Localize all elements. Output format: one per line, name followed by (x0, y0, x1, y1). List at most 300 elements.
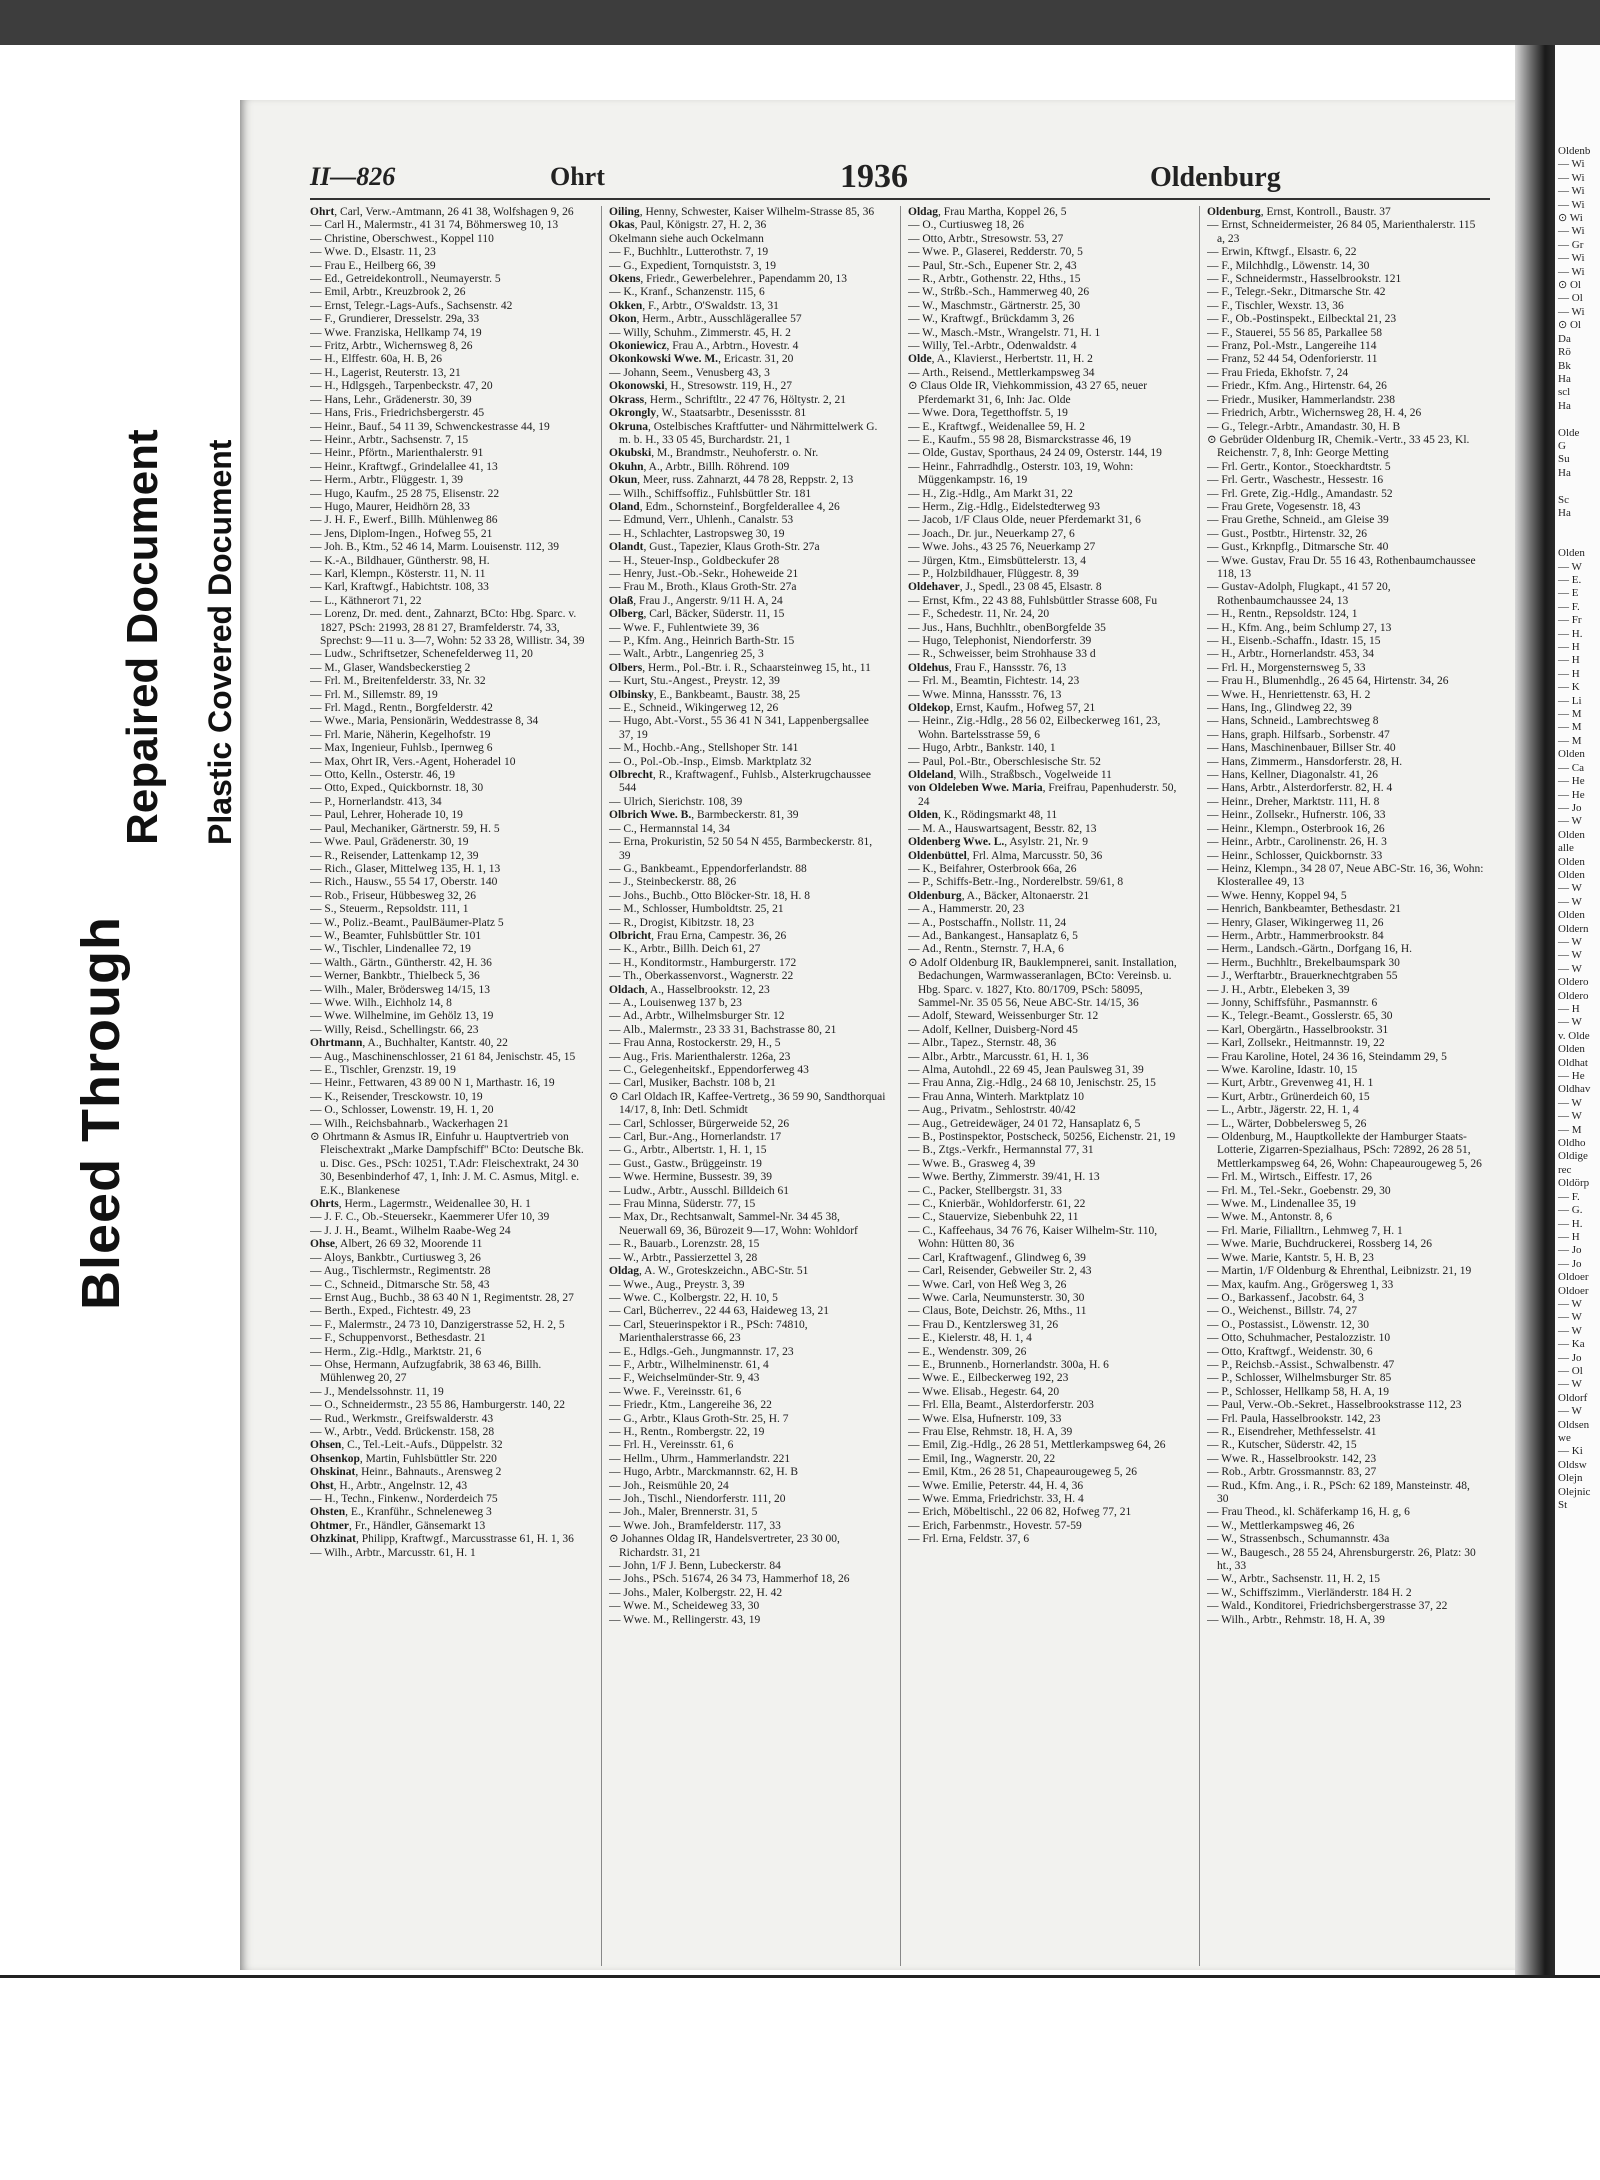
adjacent-page-fragment: — Ca (1558, 761, 1584, 774)
adjacent-page-fragment: — Ki (1558, 1445, 1583, 1458)
directory-entry: — Frl. Gertr., Waschestr., Hessestr. 16 (1207, 474, 1384, 487)
directory-entry: — H., Lagerist, Reuterstr. 13, 21 (310, 366, 461, 379)
directory-entry: Okonkowski Wwe. M., Ericastr. 31, 20 (609, 353, 794, 366)
directory-entry: — Frl. Ella, Beamt., Alsterdorferstr. 203 (908, 1399, 1094, 1412)
adjacent-page-fragment: Olejn (1558, 1472, 1583, 1485)
directory-entry: — R., Reisender, Lattenkamp 12, 39 (310, 849, 479, 862)
directory-entry: Oland, Edm., Schornsteinf., Borgfelderallee 4, 26 (609, 500, 840, 513)
directory-entry: Olberg, Carl, Bäcker, Süderstr. 11, 15 (609, 608, 785, 621)
directory-entry: — Ad., Rentn., Sternstr. 7, H.A, 6 (908, 943, 1064, 956)
adjacent-page-fragment: Oldero (1558, 989, 1589, 1002)
directory-entry: — Alb., Malermstr., 23 33 31, Bachstrasse 80, 21 (609, 1023, 837, 1036)
adjacent-page-fragment: — He (1558, 1070, 1585, 1083)
directory-entry: — W., Tischler, Lindenallee 72, 19 (310, 943, 471, 956)
directory-entry: — Friedr., Kfm. Ang., Hirtenstr. 64, 26 (1207, 380, 1387, 393)
directory-entry: ⊙ Johannes Oldag IR, Handelsvertreter, 23 30 00, Richardstr. 31, 21 (609, 1533, 840, 1559)
directory-entry: — H., Eisenb.-Schaffn., Idastr. 15, 15 (1207, 635, 1381, 647)
adjacent-page-fragment: — Jo (1558, 1351, 1582, 1364)
directory-entry: — Herm., Buchhltr., Brekelbaumspark 30 (1207, 956, 1400, 969)
adjacent-page-fragment: — Ka (1558, 1338, 1585, 1351)
directory-entry: — Wilh., Reichsbahnarb., Wackerhagen 21 (310, 1117, 509, 1130)
directory-entry: — W., Masch.-Mstr., Wrangelstr. 71, H. 1 (908, 326, 1101, 339)
adjacent-page-fragment: — Fr (1558, 614, 1582, 627)
adjacent-page-fragment: Su (1558, 453, 1570, 466)
directory-entry: — Kurt, Arbtr., Grevenweg 41, H. 1 (1207, 1077, 1374, 1090)
directory-entry: — Otto, Arbtr., Stresowstr. 53, 27 (908, 232, 1064, 245)
directory-entry: — Max, Dr., Rechtsanwalt, Sammel-Nr. 34 45 38, Neuerwall 69, 36, Bürozeit 9—17, Wohn: Wohldorf (609, 1211, 858, 1237)
directory-entry: — Ad., Arbtr., Wilhelmsburger Str. 12 (609, 1010, 785, 1023)
directory-entry: — Wald., Konditorei, Friedrichsbergerstrasse 37, 22 (1207, 1600, 1448, 1613)
adjacent-page-fragment: — Wi (1558, 198, 1585, 211)
directory-entry: — O., Barkassenf., Jacobstr. 64, 3 (1207, 1291, 1364, 1304)
directory-entry: — Frl. H., Morgensternsweg 5, 33 (1207, 661, 1366, 674)
directory-entry: Ohzkinat, Philipp, Kraftwgf., Marcusstrasse 61, H. 1, 36 (310, 1533, 574, 1546)
directory-entry: — Henrich, Bankbeamter, Bethesdastr. 21 (1207, 903, 1402, 916)
directory-entry: — E., Kielerstr. 48, H. 1, 4 (908, 1332, 1032, 1345)
directory-entry: Okun, Meer, russ. Zahnarzt, 44 78 28, Reppstr. 2, 13 (609, 474, 854, 487)
directory-entry: — Albr., Tapez., Sternstr. 48, 36 (908, 1037, 1057, 1050)
adjacent-page-fragment: Olde (1558, 426, 1580, 439)
adjacent-page-fragment: Sc (1558, 493, 1569, 506)
directory-entry: — Wwe. E., Eilbeckerweg 192, 23 (908, 1372, 1069, 1385)
directory-entry: — Ernst, Kfm., 22 43 88, Fuhlsbüttler Strasse 608, Fu (908, 594, 1158, 607)
adjacent-page-fragment: — E (1558, 587, 1579, 600)
directory-entry: — Aug., Getreidewäger, 24 01 72, Hansaplatz 6, 5 (908, 1117, 1141, 1130)
adjacent-page-fragment: — K (1558, 681, 1580, 694)
directory-entry: — Wwe. Emilie, Peterstr. 44, H. 4, 36 (908, 1479, 1084, 1492)
directory-entry: — Lorenz, Dr. med. dent., Zahnarzt, BCto: Hbg. Sparc. v. 1827, PSch: 21993, 28 81 27, Bramfelderstr. 74, 33, Sprechst: 9—11 u. 3—7, Wohn: 52 33 28, Willistr. 34, 39 (310, 608, 585, 647)
directory-entry: Oldeland, Wilh., Straßbsch., Vogelweide 11 (908, 769, 1112, 782)
adjacent-page-fragment: — H (1558, 1230, 1580, 1243)
directory-entry: — F., Weichselmünder-Str. 9, 43 (609, 1372, 760, 1385)
directory-entry: — W., Beamter, Fuhlsbüttler Str. 101 (310, 929, 482, 942)
directory-column-2 (609, 206, 886, 1966)
directory-entry: — G., Telegr.-Arbtr., Amandastr. 30, H. B (1207, 420, 1401, 433)
directory-entry: — Ernst, Schneidermeister, 26 84 05, Marienthalerstr. 115 a, 23 (1207, 219, 1476, 245)
directory-entry: — F., Ob.-Postinspekt., Eilbecktal 21, 23 (1207, 313, 1397, 326)
adjacent-page-fragment: Oldhav (1558, 1083, 1591, 1096)
scan-top-border (0, 0, 1600, 45)
directory-entry: — Gust., Krknpflg., Ditmarsche Str. 40 (1207, 541, 1389, 554)
directory-entry: — R., Drogist, Kibitzstr. 18, 23 (609, 916, 755, 929)
directory-entry: — L., Arbtr., Jägerstr. 22, H. 1, 4 (1207, 1104, 1359, 1117)
adjacent-page-fragment: — Wi (1558, 305, 1585, 318)
adjacent-page-fragment: Oldero (1558, 976, 1589, 989)
directory-entry: Olbrich Wwe. B., Barmbeckerstr. 81, 39 (609, 809, 799, 822)
directory-entry: — Frau Karoline, Hotel, 24 36 16, Steindamm 29, 5 (1207, 1050, 1447, 1063)
directory-entry: — W., Poliz.-Beamt., PaulBäumer-Platz 5 (310, 916, 504, 929)
directory-entry: — Frl. Erna, Feldstr. 37, 6 (908, 1533, 1030, 1546)
adjacent-page-fragment (1555, 520, 1600, 533)
directory-entry: — Aug., Tischlermstr., Regimentstr. 28 (310, 1265, 491, 1278)
directory-entry: — K., Arbtr., Billh. Deich 61, 27 (609, 943, 761, 956)
directory-entry: — A., Postschaffn., Nollstr. 11, 24 (908, 916, 1067, 929)
directory-entry: — Heinr., Pförtn., Marienthalerstr. 91 (310, 447, 484, 460)
directory-entry: — Wwe. M., Antonstr. 8, 6 (1207, 1211, 1333, 1224)
directory-entry: — F., Milchhdlg., Löwenstr. 14, 30 (1207, 259, 1370, 272)
directory-entry: — Wwe. Gustav, Frau Dr. 55 16 43, Rothenbaumchaussee 118, 13 (1207, 554, 1476, 580)
adjacent-page-fragment: — G. (1558, 1204, 1583, 1217)
adjacent-page-fragment: — H (1558, 641, 1580, 654)
directory-entry: — Hugo, Maurer, Heidhörn 28, 33 (310, 500, 470, 513)
directory-entry: — P., Schlosser, Wilhelmsburger Str. 85 (1207, 1372, 1392, 1385)
adjacent-page-fragment: — F. (1558, 600, 1580, 613)
adjacent-page-fragment: ⊙ Wi (1558, 212, 1583, 225)
directory-entry: — Heinr., Kraftwgf., Grindelallee 41, 13 (310, 460, 498, 473)
directory-entry: — W., Mettlerkampsweg 46, 26 (1207, 1519, 1355, 1532)
adjacent-page-fragment: ⊙ Ol (1558, 279, 1581, 292)
directory-entry: — O., Schlosser, Lowenstr. 19, H. 1, 20 (310, 1104, 494, 1117)
directory-entry: — Joh., Reismühle 20, 24 (609, 1479, 729, 1492)
directory-entry: — Friedr., Ktm., Langereihe 36, 22 (609, 1399, 772, 1412)
adjacent-page-fragment (1555, 413, 1600, 426)
adjacent-page-fragment: — W (1558, 1110, 1582, 1123)
adjacent-page-fragment: — W (1558, 882, 1582, 895)
directory-entry: — O., Curtiusweg 18, 26 (908, 219, 1024, 232)
directory-entry: — W., Maschmstr., Gärtnerstr. 25, 30 (908, 299, 1081, 312)
directory-entry: — Frau Frieda, Ekhofstr. 7, 24 (1207, 366, 1349, 379)
directory-entry: Okens, Friedr., Gewerbelehrer., Papendamm 20, 13 (609, 273, 847, 286)
directory-entry: Olandt, Gust., Tapezier, Klaus Groth-Str. 27a (609, 541, 820, 554)
directory-entry: — J., Steinbeckerstr. 88, 26 (609, 876, 737, 889)
adjacent-page-fragment: — H (1558, 667, 1580, 680)
adjacent-page-fragment: — Li (1558, 694, 1582, 707)
directory-entry: Ohtmer, Fr., Händler, Gänsemarkt 13 (310, 1519, 486, 1532)
directory-entry: — Rich., Glaser, Mittelweg 135, H. 1, 13 (310, 862, 501, 875)
directory-entry: ⊙ Ohrtmann & Asmus IR, Einfuhr u. Hauptvertrieb von Fleischextrakt „Marke Dampfschiff" BCto: Deutsche Bk. u. Disc. Ges., PSch: 10251, T.Adr: Fleischextrakt, 24 30 30, Besenbinderhof 47, 1, Inh: J. M. C. Asmus, Mitgl. e. E.K., Blankenese (310, 1131, 584, 1197)
directory-entry: — M., Schlosser, Humboldtstr. 25, 21 (609, 903, 784, 916)
adjacent-page-fragment: Olden (1558, 868, 1585, 881)
directory-entry: — Hellm., Uhrm., Hammerlandstr. 221 (609, 1452, 791, 1465)
adjacent-page-fragment: Olden (1558, 1043, 1585, 1056)
directory-entry: — Carl H., Malermstr., 41 31 74, Böhmersweg 10, 13 (310, 219, 559, 232)
directory-entry: — P., Schiffs-Betr.-Ing., Norderelbstr. 59/61, 8 (908, 876, 1124, 889)
adjacent-page-fragment: — Jo (1558, 801, 1582, 814)
directory-entry: — Rich., Hausw., 55 54 17, Oberstr. 140 (310, 876, 498, 889)
directory-entry: — Walth., Gärtn., Güntherstr. 42, H. 36 (310, 956, 492, 969)
directory-entry: — Wwe. B., Grasweg 4, 39 (908, 1157, 1036, 1170)
adjacent-page-fragment: alle (1558, 842, 1574, 855)
directory-entry: — R., Schweisser, beim Strohhause 33 d (908, 648, 1096, 661)
directory-entry: — Hans, graph. Hilfsarb., Sorbenstr. 47 (1207, 728, 1390, 741)
adjacent-page-fragment: — Gr (1558, 238, 1584, 251)
adjacent-page-fragment: Oldern (1558, 922, 1589, 935)
directory-entry: Oldenbüttel, Frl. Alma, Marcusstr. 50, 36 (908, 849, 1103, 862)
directory-entry: — Claus, Bote, Deichstr. 26, Mths., 11 (908, 1305, 1087, 1318)
directory-entry: — Hugo, Abt.-Vorst., 55 36 41 N 341, Lappenbergsallee 37, 19 (609, 715, 869, 741)
directory-entry: — Joh., Tischl., Niendorferstr. 111, 20 (609, 1493, 786, 1505)
adjacent-page-fragment: — Ol (1558, 292, 1583, 305)
directory-entry: — Arth., Reisend., Mettlerkampsweg 34 (908, 366, 1095, 379)
directory-entry: — H., Arbtr., Hornerlandstr. 453, 34 (1207, 648, 1375, 661)
directory-entry: — Kurt, Stu.-Angest., Preystr. 12, 39 (609, 675, 780, 688)
directory-entry: — G., Arbtr., Albertstr. 1, H. 1, 15 (609, 1144, 767, 1157)
directory-entry: — Rud., Kfm. Ang., i. R., PSch: 62 189, Mansteinstr. 48, 30 (1207, 1479, 1470, 1505)
directory-entry: Olbrecht, R., Kraftwagenf., Fuhlsb., Alsterkrugchaussee 544 (609, 769, 872, 795)
directory-entry: Olaß, Frau J., Angerstr. 9/11 H. A, 24 (609, 594, 783, 607)
directory-entry: — Erich, Farbenmstr., Hovestr. 57-59 (908, 1519, 1082, 1532)
directory-entry: — Karl, Kraftwgf., Habichtstr. 108, 33 (310, 581, 489, 594)
directory-entry: — Frl. M., Wirtsch., Eiffestr. 17, 26 (1207, 1171, 1372, 1184)
directory-entry: — G., Expedient, Tornquiststr. 3, 19 (609, 259, 777, 272)
adjacent-page-fragment: — W (1558, 560, 1582, 573)
directory-entry: — Jürgen, Ktm., Eimsbüttelerstr. 13, 4 (908, 554, 1087, 567)
directory-entry: — Rob., Friseur, Hübbesweg 32, 26 (310, 889, 476, 902)
directory-entry: — Joh. B., Ktm., 52 46 14, Marm. Louisenstr. 112, 39 (310, 541, 560, 554)
directory-entry: — Olde, Gustav, Sporthaus, 24 24 09, Osterstr. 144, 19 (908, 447, 1162, 460)
directory-entry: Oldekop, Ernst, Kaufm., Hofweg 57, 21 (908, 702, 1096, 715)
directory-entry: — R., Kutscher, Süderstr. 42, 15 (1207, 1439, 1357, 1452)
directory-entry: — H., Steuer-Insp., Goldbeckufer 28 (609, 554, 780, 567)
directory-entry: — Heinr., Arbtr., Sachsenstr. 7, 15 (310, 433, 469, 446)
directory-entry: — Wilh., Maler, Brödersweg 14/15, 13 (310, 983, 490, 996)
scan-bottom-margin (0, 1975, 1600, 2180)
adjacent-page-fragment: — M (1558, 1123, 1582, 1136)
directory-entry: — M., Hochb.-Ang., Stellshoper Str. 141 (609, 742, 799, 755)
directory-entry: — Frl. M., Sillemstr. 89, 19 (310, 688, 438, 701)
directory-entry: — C., Packer, Stellbergstr. 31, 33 (908, 1184, 1062, 1197)
directory-entry: — H., Zig.-Hdlg., Am Markt 31, 22 (908, 487, 1073, 500)
directory-entry: — Wwe. Marie, Buchdruckerei, Rossberg 14, 26 (1207, 1238, 1433, 1251)
directory-entry: — Jonny, Schiffsführ., Pasmannstr. 6 (1207, 996, 1378, 1009)
directory-entry: — Emil, Ing., Wagnerstr. 20, 22 (908, 1452, 1056, 1465)
directory-entry: Olbricht, Frau Erna, Campestr. 36, 26 (609, 929, 787, 942)
directory-entry: — Max, kaufm. Ang., Grögersweg 1, 33 (1207, 1278, 1394, 1291)
directory-entry: — O., Pol.-Ob.-Insp., Eimsb. Marktplatz 32 (609, 755, 812, 768)
directory-entry: — Ludw., Arbtr., Ausschl. Billdeich 61 (609, 1184, 790, 1197)
directory-entry: — Rob., Arbtr. Grossmannstr. 83, 27 (1207, 1466, 1377, 1479)
directory-entry: — Frl. Gertr., Kontor., Stoeckhardtstr. 5 (1207, 460, 1391, 473)
directory-entry: — Heinr., Klempn., Osterbrook 16, 26 (1207, 822, 1385, 835)
directory-entry: — Hugo, Arbtr., Bankstr. 140, 1 (908, 742, 1056, 755)
directory-entry: — Erna, Prokuristin, 52 50 54 N 455, Barmbeckerstr. 81, 39 (609, 836, 873, 862)
directory-entry: — Th., Oberkassenvorst., Wagnerstr. 22 (609, 970, 794, 983)
adjacent-page-fragment: — W (1558, 962, 1582, 975)
directory-entry: — F., Telegr.-Sekr., Ditmarsche Str. 42 (1207, 286, 1386, 299)
directory-entry: — Heinr., Zig.-Hdlg., 28 56 02, Eilbeckerweg 161, 23, Wohn. Bartelsstrasse 59, 6 (908, 715, 1161, 741)
directory-entry: — Wwe. F., Vereinsstr. 61, 6 (609, 1385, 742, 1398)
directory-entry: — L., Wärter, Dobbelersweg 5, 26 (1207, 1117, 1367, 1130)
directory-entry: — H., Rentn., Rombergstr. 22, 19 (609, 1425, 765, 1438)
directory-entry: — Wwe. Marie, Kantstr. 5, H. B, 23 (1207, 1251, 1374, 1264)
adjacent-page-fragment: — Ol (1558, 1364, 1583, 1377)
column-divider (601, 206, 602, 1966)
directory-entry: — Jus., Hans, Buchhltr., obenBorgfelde 35 (908, 621, 1106, 634)
adjacent-page-fragment: — H (1558, 654, 1580, 667)
adjacent-page-fragment: — Wi (1558, 252, 1585, 265)
adjacent-page-fragment: — M (1558, 734, 1582, 747)
directory-entry: — Heinr., Fettwaren, 43 89 00 N 1, Marthastr. 16, 19 (310, 1077, 555, 1090)
adjacent-page-fragment: Oldörp (1558, 1177, 1590, 1190)
directory-entry: — Kurt, Arbtr., Grünerdeich 60, 15 (1207, 1090, 1370, 1103)
directory-entry: — Albr., Arbtr., Marcusstr. 61, H. 1, 36 (908, 1050, 1089, 1063)
directory-entry: — Werner, Bankbtr., Thielbeck 5, 36 (310, 970, 480, 983)
adjacent-page-fragment: Olden (1558, 547, 1585, 560)
directory-entry: — Gust., Gastw., Brüggeinstr. 19 (609, 1157, 762, 1170)
directory-entry: — Wwe. Paul, Grädenerstr. 30, 19 (310, 836, 469, 849)
directory-entry: — R., Eisendreher, Methfesselstr. 41 (1207, 1425, 1377, 1438)
adjacent-page-fragment: Oldsen (1558, 1418, 1590, 1431)
directory-entry: — F., Buchhltr., Lutterothstr. 7, 19 (609, 246, 769, 259)
directory-entry: — E., Tischler, Grenzstr. 19, 19 (310, 1064, 456, 1076)
directory-entry: — Heinr., Fahrradhdlg., Osterstr. 103, 19, Wohn: Müggenkampstr. 16, 19 (908, 460, 1134, 487)
scan-left-margin (0, 45, 240, 1975)
adjacent-page-fragment: Oldoer (1558, 1284, 1589, 1297)
directory-entry: — O., Schneidermstr., 23 55 86, Hamburgerstr. 140, 22 (310, 1399, 565, 1412)
adjacent-page-fragment: — W (1558, 1311, 1582, 1324)
header-surname: Ohrt (550, 162, 605, 191)
adjacent-page-fragment: — W (1558, 1297, 1582, 1310)
directory-entry: Ohsen, C., Tel.-Leit.-Aufs., Düppelstr. 32 (310, 1439, 503, 1452)
adjacent-page-fragment (1555, 480, 1600, 493)
directory-entry: — Johs., Maler, Kolbergstr. 22, H. 42 (609, 1586, 783, 1599)
directory-entry: Olden, K., Rödingsmarkt 48, 11 (908, 809, 1058, 822)
adjacent-page-fragment: — W (1558, 949, 1582, 962)
directory-entry: Ohse, Albert, 26 69 32, Moorende 11 (310, 1238, 483, 1251)
directory-entry: — Heinr., Zollsekr., Hufnerstr. 106, 33 (1207, 809, 1386, 822)
directory-entry: — Paul, Pol.-Btr., Oberschlesische Str. 52 (908, 755, 1101, 768)
directory-entry: — Emil, Arbtr., Kreuzbrook 2, 26 (310, 286, 466, 299)
directory-entry: — O., Postassist., Löwenstr. 12, 30 (1207, 1318, 1369, 1331)
adjacent-page-fragment: — H (1558, 1003, 1580, 1015)
adjacent-page-fragment: — W (1558, 895, 1582, 908)
plastic-covered-stamp: Plastic Covered Document (202, 439, 238, 845)
adjacent-page-fragment: Da (1558, 332, 1571, 345)
directory-entry: — Frl. Magd., Rentn., Borgfelderstr. 42 (310, 702, 493, 715)
directory-entry: — Otto, Kraftwgf., Weidenstr. 30, 6 (1207, 1345, 1373, 1358)
directory-entry: ⊙ Gebrüder Oldenburg IR, Chemik.-Vertr., 33 45 23, Kl. Reichenstr. 7, 8, Inh: George Metting (1207, 433, 1470, 460)
directory-entry: — E., Hdlgs.-Geh., Jungmannstr. 17, 23 (609, 1345, 794, 1358)
directory-entry: — Wwe. Carla, Neumunsterstr. 30, 30 (908, 1291, 1085, 1304)
bleed-through-stamp: Bleed Through (71, 916, 131, 1310)
directory-entry: — Frl. Grete, Zig.-Hdlg., Amandastr. 52 (1207, 487, 1393, 500)
directory-entry: — Heinr., Arbtr., Carolinenstr. 26, H. 3 (1207, 836, 1387, 849)
directory-entry: Oldag, A. W., Groteskzeichn., ABC-Str. 51 (609, 1265, 809, 1278)
adjacent-page-fragment: — W (1558, 1016, 1582, 1029)
directory-entry: — Edmund, Verr., Uhlenh., Canalstr. 53 (609, 514, 794, 527)
directory-entry: — M. A., Hauswartsagent, Besstr. 82, 13 (908, 822, 1097, 835)
directory-entry: — Wwe. Carl, von Heß Weg 3, 26 (908, 1278, 1067, 1291)
directory-entry: — Walt., Arbtr., Langenrieg 25, 3 (609, 648, 764, 661)
directory-entry: — Frl. M., Tel.-Sekr., Goebenstr. 29, 30 (1207, 1184, 1391, 1197)
directory-entry: — E., Brunnenb., Hornerlandstr. 300a, H. 6 (908, 1358, 1109, 1371)
directory-entry: Oiling, Henny, Schwester, Kaiser Wilhelm-Strasse 85, 36 (609, 206, 875, 218)
directory-entry: — K., Beifahrer, Osterbrook 66a, 26 (908, 862, 1077, 875)
directory-entry: — P., Hornerlandstr. 413, 34 (310, 795, 442, 808)
adjacent-page-fragment: — Wi (1558, 225, 1585, 238)
directory-entry: ⊙ Claus Olde IR, Viehkommission, 43 27 65, neuer Pferdemarkt 31, 6, Inh: Jac. Olde (908, 380, 1148, 406)
directory-entry: — Emil, Zig.-Hdlg., 26 28 51, Mettlerkampsweg 64, 26 (908, 1439, 1166, 1452)
directory-entry: — Wwe. Joh., Bramfelderstr. 117, 33 (609, 1519, 781, 1532)
directory-entry: — Ulrich, Sierichstr. 108, 39 (609, 795, 743, 808)
directory-entry: Ohrts, Herm., Lagermstr., Weidenallee 30, H. 1 (310, 1198, 531, 1211)
adjacent-page-fragment: — M (1558, 721, 1582, 734)
directory-entry: — C., Schneid., Ditmarsche Str. 58, 43 (310, 1278, 490, 1291)
directory-entry: — F., Grundierer, Dresselstr. 29a, 33 (310, 313, 480, 326)
adjacent-page-fragment: Olden (1558, 748, 1585, 761)
adjacent-page-fragment: Olejnic (1558, 1485, 1591, 1498)
adjacent-page-fragment: Oldhat (1558, 1056, 1588, 1069)
directory-entry: — W., Baugesch., 28 55 24, Ahrensburgerstr. 26, Platz: 30 ht., 33 (1207, 1546, 1476, 1573)
directory-entry: — Ernst Aug., Buchb., 38 63 40 N 1, Regimentstr. 28, 27 (310, 1291, 574, 1304)
directory-entry: — Otto, Kelln., Osterstr. 46, 19 (310, 769, 456, 782)
directory-entry: — Ed., Getreidekontroll., Neumayerstr. 5 (310, 273, 501, 286)
directory-entry: — Hans, Schneid., Lambrechtsweg 8 (1207, 715, 1379, 728)
directory-entry: — W., Arbtr., Vedd. Brückenstr. 158, 28 (310, 1425, 495, 1438)
directory-entry: — Joh., Maler, Brennerstr. 31, 5 (609, 1506, 758, 1519)
adjacent-page-fragment: ⊙ Ol (1558, 319, 1581, 332)
adjacent-page-fragment: Bk (1558, 359, 1571, 372)
adjacent-page-fragment: — Jo (1558, 1257, 1582, 1270)
directory-entry: Oldach, A., Hasselbrookstr. 12, 23 (609, 983, 770, 996)
directory-entry: — Hans, Lehr., Grädenerstr. 30, 39 (310, 393, 472, 406)
directory-page (240, 100, 1515, 1970)
adjacent-page-fragment: — W (1558, 1405, 1582, 1418)
adjacent-page-fragment: scl (1558, 386, 1571, 399)
directory-entry: — Wwe. M., Lindenallee 35, 19 (1207, 1198, 1356, 1211)
adjacent-page-fragment: v. Olde (1558, 1029, 1590, 1042)
directory-entry: — Hans, Fris., Friedrichsbergerstr. 45 (310, 407, 485, 420)
directory-entry: — Karl, Zollsekr., Heitmannstr. 19, 22 (1207, 1037, 1385, 1050)
directory-entry: — Frau H., Blumenhdlg., 26 45 64, Hirtenstr. 34, 26 (1207, 675, 1449, 688)
directory-entry: — Frau D., Kentzlersweg 31, 26 (908, 1318, 1059, 1331)
page-number: II—826 (310, 162, 396, 191)
directory-entry: — Ohse, Hermann, Aufzugfabrik, 38 63 46, Billh. Mühlenweg 20, 27 (310, 1358, 542, 1385)
directory-entry: Ohskinat, Heinr., Bahnauts., Arensweg 2 (310, 1466, 502, 1479)
directory-entry: — H., Rentn., Repsoldstr. 124, 1 (1207, 608, 1358, 621)
directory-entry: Okon, Herm., Arbtr., Ausschlägerallee 57 (609, 313, 802, 326)
adjacent-page-fragment: Oldige (1558, 1150, 1588, 1163)
directory-entry: — Martin, 1/F Oldenburg & Ehrenthal, Leibnizstr. 21, 19 (1207, 1265, 1472, 1278)
adjacent-page-fragment: — H. (1558, 627, 1583, 640)
directory-entry: — W., Strßb.-Sch., Hammerweg 40, 26 (908, 286, 1090, 299)
directory-entry: — Herm., Landsch.-Gärtn., Dorfgang 16, H. (1207, 943, 1413, 956)
directory-entry: — Wwe. Karoline, Idastr. 10, 15 (1207, 1064, 1358, 1076)
directory-entry: — F., Tischler, Wexstr. 13, 36 (1207, 299, 1344, 312)
directory-entry: — Frau Minna, Süderstr. 77, 15 (609, 1198, 756, 1211)
adjacent-page-fragment: — H. (1558, 1217, 1583, 1230)
adjacent-page-fragment: Olden (1558, 909, 1585, 922)
directory-column-4 (1207, 206, 1484, 1966)
directory-entry: — F., Schuppenvorst., Bethesdastr. 21 (310, 1332, 486, 1345)
directory-entry: — Rud., Werkmstr., Greifswalderstr. 43 (310, 1412, 494, 1425)
directory-entry: — Erich, Möbeltischl., 22 06 82, Hofweg 77, 21 (908, 1506, 1132, 1519)
directory-entry: — P., Reichsb.-Assist., Schwalbenstr. 47 (1207, 1358, 1395, 1371)
directory-entry: — Carl, Kraftwagenf., Glindweg 6, 39 (908, 1251, 1086, 1264)
directory-entry: — K., Kranf., Schanzenstr. 115, 6 (609, 286, 765, 299)
directory-entry: — R., Bauarb., Lorenzstr. 28, 15 (609, 1238, 760, 1251)
adjacent-page-fragment: — Wi (1558, 171, 1585, 184)
directory-entry: — Henry, Just.-Ob.-Sekr., Hoheweide 21 (609, 567, 799, 580)
directory-entry: — Wwe. P., Glaserei, Redderstr. 70, 5 (908, 246, 1083, 259)
directory-entry: — Herm., Arbtr., Hammerbrookstr. 84 (1207, 929, 1384, 942)
directory-entry: Oldag, Frau Martha, Koppel 26, 5 (908, 206, 1067, 218)
directory-entry: — O., Weichenst., Billstr. 74, 27 (1207, 1305, 1357, 1318)
adjacent-page-fragment: — Wi (1558, 185, 1585, 198)
directory-entry: — F., Malermstr., 24 73 10, Danzigerstrasse 52, H. 2, 5 (310, 1318, 565, 1331)
directory-entry: Oldehus, Frau F., Hanssstr. 76, 13 (908, 661, 1067, 674)
directory-entry: — Otto, Exped., Quickbornstr. 18, 30 (310, 782, 484, 795)
directory-entry: — Wwe. F., Fuhlentwiete 39, 36 (609, 621, 759, 634)
adjacent-page-fragment: — W (1558, 815, 1582, 828)
directory-entry: — Wwe. Henny, Koppel 94, 5 (1207, 889, 1347, 902)
adjacent-page-fragment: — E. (1558, 574, 1582, 586)
directory-entry: — Aug., Privatm., Sehlostrstr. 40/42 (908, 1104, 1076, 1117)
directory-entry: — Carl, Reisender, Gebweiler Str. 2, 43 (908, 1265, 1092, 1278)
directory-entry: — B., Postinspektor, Postscheck, 50256, Eichenstr. 21, 19 (908, 1131, 1176, 1144)
directory-entry: — B., Ztgs.-Verkfr., Hermannstal 77, 31 (908, 1144, 1094, 1157)
directory-entry: — Frau Grethe, Schneid., am Gleise 39 (1207, 514, 1389, 527)
